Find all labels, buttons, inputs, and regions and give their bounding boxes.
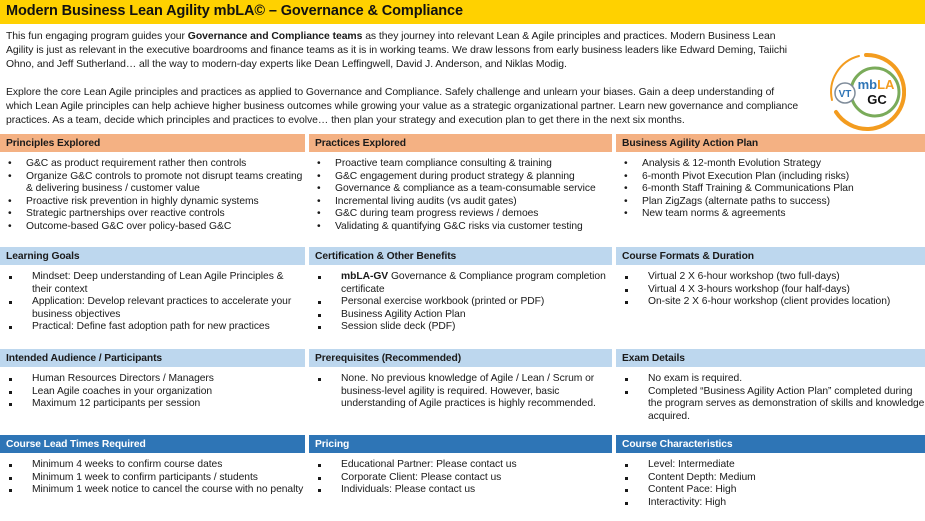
logo-graphic: [826, 52, 906, 132]
row-goals-certification-formats: [0, 247, 925, 345]
list-item: No exam is required.: [616, 373, 925, 386]
section-action-plan: [616, 134, 925, 221]
list-item: • Proactive team compliance consulting & training: [309, 158, 612, 171]
list-item: Completed “Business Agility Action Plan” completed during the program serves as demonstration of skills and knowledge acquired.: [616, 386, 925, 424]
list-item: Minimum 4 weeks to confirm course dates: [0, 459, 305, 472]
section-learning-goals: [0, 247, 305, 334]
exam-list: [616, 367, 925, 423]
logo-vt-text: VT: [838, 89, 852, 100]
page-title: Modern Business Lean Agility mbLA© – Governance & Compliance: [6, 3, 463, 19]
mbla-gc-logo: [826, 52, 906, 132]
section-formats: [616, 247, 925, 309]
intro-p1-bold: Governance and Compliance teams: [187, 31, 363, 42]
list-item: • Incremental living audits (vs audit gates): [309, 196, 612, 209]
characteristics-list: [616, 453, 925, 509]
list-item: Session slide deck (PDF): [309, 321, 612, 334]
action-plan-list: [616, 152, 925, 221]
list-item: Content Pace: High: [616, 484, 925, 497]
certificate-description: Governance & Compliance program completion certificate: [341, 271, 606, 295]
section-certification: [309, 247, 612, 334]
row-leadtimes-pricing-characteristics: [0, 435, 925, 521]
intro-paragraph-1: [6, 30, 801, 72]
section-lead-times: [0, 435, 305, 497]
audience-list: [0, 367, 305, 411]
list-item: • Strategic partnerships over reactive controls: [0, 208, 305, 221]
list-item: • New team norms & agreements: [616, 208, 925, 221]
section-pricing: [309, 435, 612, 497]
list-item: Application: Develop relevant practices to accelerate your business objectives: [0, 296, 305, 321]
list-item: Lean Agile coaches in your organization: [0, 386, 305, 399]
section-header: Course Formats & Duration: [616, 247, 925, 265]
logo-brand-text: mbLA: [857, 77, 895, 92]
practices-list: [309, 152, 612, 234]
formats-list: [616, 265, 925, 309]
list-item: Business Agility Action Plan: [309, 309, 612, 322]
section-header: Course Characteristics: [616, 435, 925, 453]
intro-p1-end: as they journey into relevant Lean & Agile principles and practices. Modern Business Lean Agility is just as relevant in the executive boardrooms and finance teams as it is in working teams. We draw lessons from early business leaders like Edward Deming, Taiichi Ohno, and Jeff Sutherland… all the way to modern-day experts like Dean Leffingwell, David J. Anderson, and Niklas Modig.: [6, 31, 788, 70]
intro-text: [6, 30, 801, 142]
section-header: Learning Goals: [0, 247, 305, 265]
row-principles-practices-plan: [0, 134, 925, 243]
section-header: Principles Explored: [0, 134, 305, 152]
learning-goals-list: [0, 265, 305, 334]
intro-paragraph-2: Explore the core Lean Agile principles and practices as applied to Governance and Compliance. Safely challenge and unlearn your biases. Gain a deep understanding of which Lean Agile principles can help achieve higher business outcomes while growing your value as a strategic organizational partner. Learn new governance and compliance practices. As a team, decide which principles and practices to evolve… then plan your strategy and execution plan to get there in the next six months.: [6, 87, 799, 126]
list-item: Mindset: Deep understanding of Lean Agile Principles & their context: [0, 271, 305, 296]
list-item: • Analysis & 12-month Evolution Strategy: [616, 158, 925, 171]
list-item: • Outcome-based G&C over policy-based G&C: [0, 221, 305, 234]
list-item: Minimum 1 week notice to cancel the course with no penalty: [0, 484, 305, 497]
list-item: Minimum 1 week to confirm participants / students: [0, 472, 305, 485]
list-item: On-site 2 X 6-hour workshop (client provides location): [616, 296, 925, 309]
certification-list: [309, 265, 612, 334]
list-item: • Proactive risk prevention in highly dynamic systems: [0, 196, 305, 209]
prerequisites-list: [309, 367, 612, 411]
logo-subtitle: GC: [867, 92, 887, 107]
list-item: • Governance & compliance as a team-consumable service: [309, 183, 612, 196]
certificate-code: mbLA-GV: [341, 271, 389, 282]
list-item: Interactivity: High: [616, 497, 925, 510]
section-header: Exam Details: [616, 349, 925, 367]
title-bar: [0, 0, 925, 24]
section-header: Certification & Other Benefits: [309, 247, 612, 265]
list-item: Personal exercise workbook (printed or PDF): [309, 296, 612, 309]
list-item: • Organize G&C controls to promote not disrupt teams creating & delivering business / customer value: [0, 171, 305, 196]
section-header: Practices Explored: [309, 134, 612, 152]
section-exam: [616, 349, 925, 423]
list-item: Virtual 4 X 3-hours workshop (four half-days): [616, 284, 925, 297]
section-principles: [0, 134, 305, 234]
section-audience: [0, 349, 305, 411]
section-practices: [309, 134, 612, 234]
list-item: None. No previous knowledge of Agile / Lean / Scrum or business-level agility is required. However, basic understanding of Agile practices is highly recommended.: [309, 373, 612, 411]
list-item: • G&C during team progress reviews / demoes: [309, 208, 612, 221]
list-item: Corporate Client: Please contact us: [309, 472, 612, 485]
section-header: Intended Audience / Participants: [0, 349, 305, 367]
section-prerequisites: [309, 349, 612, 411]
list-item: Virtual 2 X 6-hour workshop (two full-days): [616, 271, 925, 284]
section-header: Business Agility Action Plan: [616, 134, 925, 152]
list-item: • G&C engagement during product strategy & planning: [309, 171, 612, 184]
section-characteristics: [616, 435, 925, 509]
list-item: Individuals: Please contact us: [309, 484, 612, 497]
list-item: [309, 271, 612, 296]
list-item: • 6-month Staff Training & Communications Plan: [616, 183, 925, 196]
pricing-list: [309, 453, 612, 497]
list-item: • Plan ZigZags (alternate paths to success): [616, 196, 925, 209]
section-header: Course Lead Times Required: [0, 435, 305, 453]
list-item: • 6-month Pivot Execution Plan (including risks): [616, 171, 925, 184]
list-item: Level: Intermediate: [616, 459, 925, 472]
principles-list: [0, 152, 305, 234]
list-item: Human Resources Directors / Managers: [0, 373, 305, 386]
section-header: Pricing: [309, 435, 612, 453]
list-item: Educational Partner: Please contact us: [309, 459, 612, 472]
list-item: Content Depth: Medium: [616, 472, 925, 485]
row-audience-prereq-exam: [0, 349, 925, 435]
list-item: • G&C as product requirement rather then controls: [0, 158, 305, 171]
section-header: Prerequisites (Recommended): [309, 349, 612, 367]
list-item: Practical: Define fast adoption path for new practices: [0, 321, 305, 334]
intro-p1-start: This fun engaging program guides your: [6, 31, 188, 42]
list-item: Maximum 12 participants per session: [0, 398, 305, 411]
list-item: • Validating & quantifying G&C risks via customer testing: [309, 221, 612, 234]
lead-times-list: [0, 453, 305, 497]
